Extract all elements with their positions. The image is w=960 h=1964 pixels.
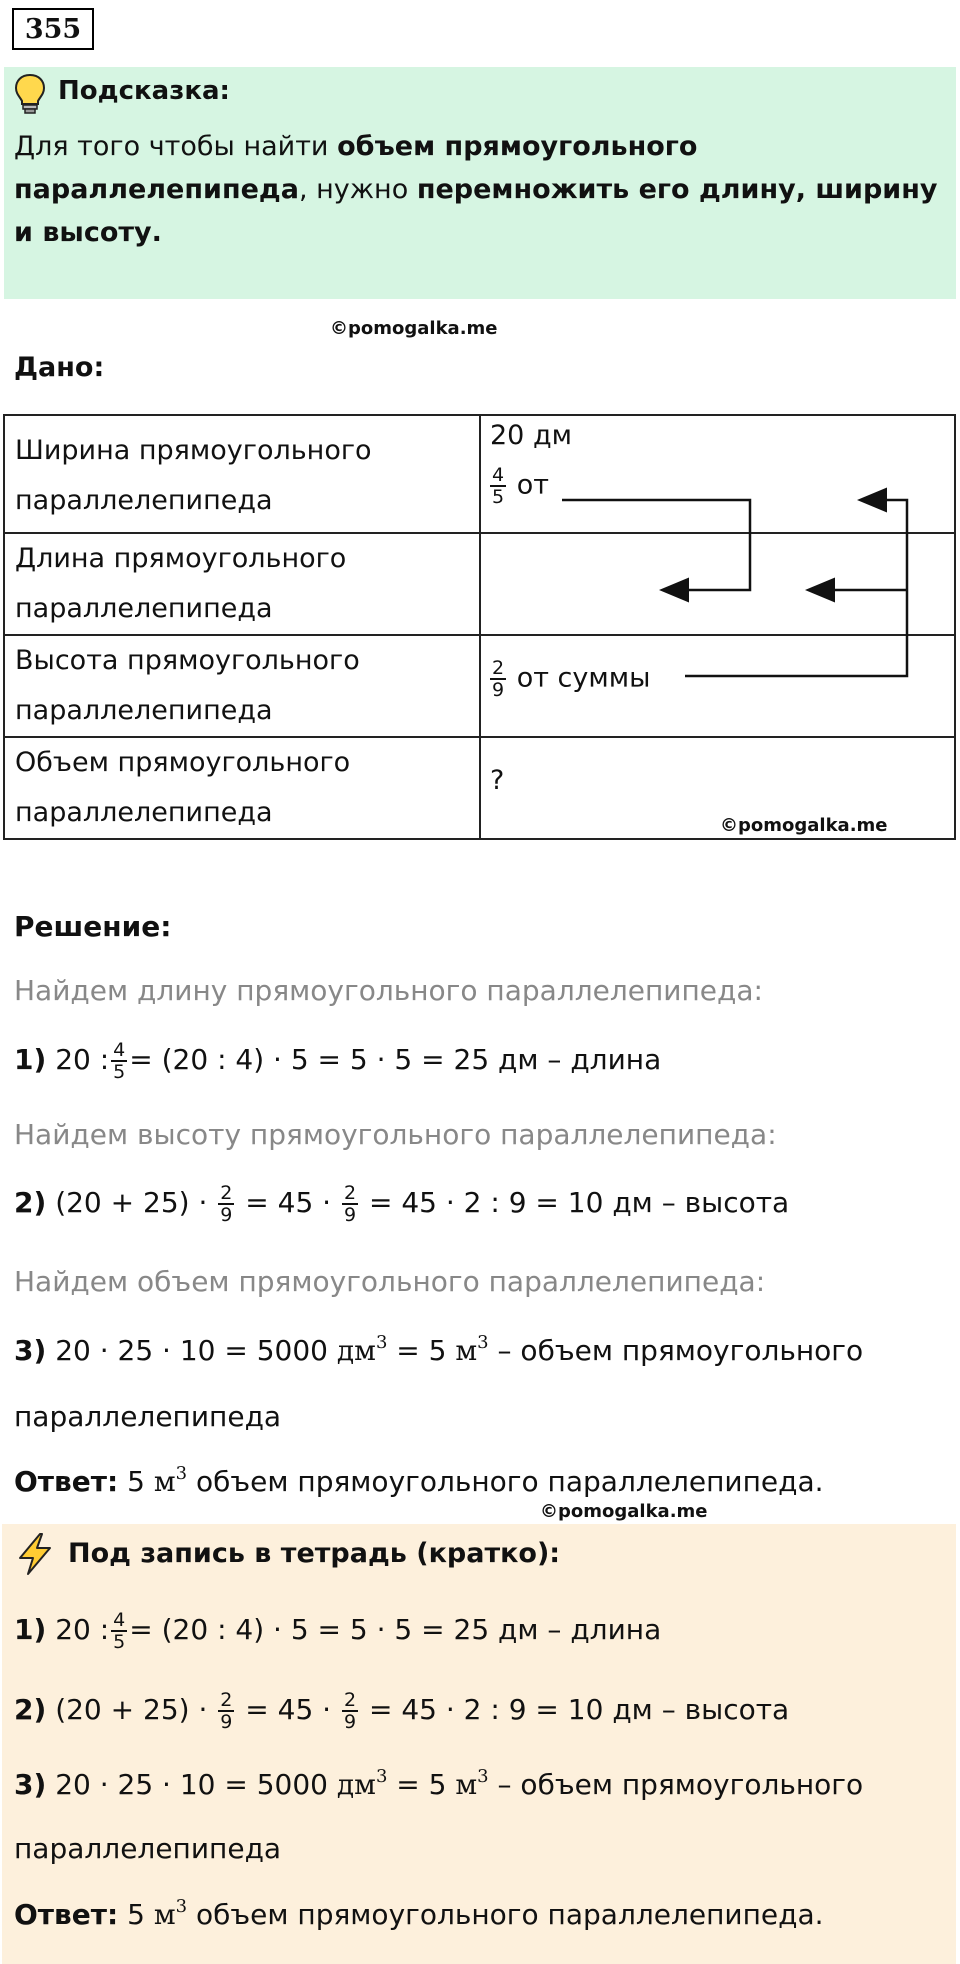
- unit: м: [153, 1465, 176, 1498]
- fraction-numerator: 4: [113, 1039, 126, 1061]
- answer-line: [14, 1465, 824, 1498]
- fraction-denominator: 5: [113, 1061, 126, 1083]
- height-from-sum-text: от суммы: [516, 662, 651, 694]
- step-label: 1): [14, 1043, 47, 1076]
- problem-number: 355: [12, 8, 94, 50]
- hint-text-2: объем прямоугольного параллелепипеда: [14, 131, 698, 205]
- fraction-numerator: 4: [492, 464, 505, 486]
- step3-caption: Найдем объем прямоугольного параллелепипеда:: [14, 1265, 766, 1298]
- hint-text: [14, 125, 949, 254]
- table-row: [4, 415, 955, 533]
- step3-line-cont: параллелепипеда: [14, 1400, 282, 1433]
- given-label-volume: Объем прямоугольного параллелепипеда: [4, 737, 480, 839]
- fraction: [342, 1183, 358, 1225]
- height-fraction: [488, 658, 650, 700]
- fraction-numerator: 2: [220, 1182, 233, 1204]
- fraction: [111, 1040, 127, 1082]
- step-text: = (20 : 4) · 5 = 5 · 5 = 25 дм – длина: [129, 1613, 662, 1646]
- fraction: [111, 1610, 127, 1652]
- fraction-numerator: 4: [113, 1609, 126, 1631]
- step-label: 3): [14, 1768, 47, 1801]
- fraction: [490, 465, 506, 507]
- step-text: = 5: [396, 1768, 447, 1801]
- notebook-title: Под запись в тетрадь (кратко):: [68, 1538, 561, 1569]
- note-step2-line: [14, 1690, 789, 1732]
- hint-text-1: Для того чтобы найти: [14, 131, 338, 162]
- step-text: = 45 · 2 : 9 = 10 дм – высота: [368, 1693, 790, 1726]
- fraction-denominator: 5: [113, 1631, 126, 1653]
- lightning-icon: [14, 1532, 56, 1576]
- fraction-denominator: 9: [492, 679, 505, 701]
- step-text: 20 · 25 · 10 = 5000: [55, 1334, 328, 1367]
- fraction-numerator: 2: [492, 657, 505, 679]
- step-label: 2): [14, 1186, 47, 1219]
- table-row: [4, 533, 955, 635]
- width-value: 20 дм: [490, 420, 572, 451]
- step-text: = 45 ·: [245, 1186, 332, 1219]
- given-title: Дано:: [14, 352, 105, 383]
- step-label: 2): [14, 1693, 47, 1726]
- width-fraction: [488, 465, 549, 507]
- exponent: 3: [175, 1896, 188, 1917]
- step2-caption: Найдем высоту прямоугольного параллелепипеда:: [14, 1118, 777, 1151]
- exponent: 3: [477, 1332, 489, 1353]
- step-label: 1): [14, 1613, 47, 1646]
- exponent: 3: [375, 1332, 388, 1353]
- step3-line: [14, 1334, 863, 1367]
- fraction-denominator: 9: [220, 1204, 233, 1226]
- given-table: [3, 414, 956, 840]
- step-label: 3): [14, 1334, 47, 1367]
- watermark: ©pomogalka.me: [330, 318, 498, 339]
- fraction-denominator: 5: [492, 486, 505, 508]
- fraction-denominator: 9: [343, 1204, 357, 1226]
- step1-caption: Найдем длину прямоугольного параллелепипеда:: [14, 974, 763, 1007]
- given-label-height: Высота прямоугольного параллелепипеда: [4, 635, 480, 737]
- watermark: ©pomogalka.me: [540, 1501, 708, 1522]
- fraction-numerator: 2: [220, 1689, 233, 1711]
- step-text: – объем прямоугольного: [497, 1768, 864, 1801]
- fraction: [490, 658, 506, 700]
- exponent: 3: [477, 1766, 489, 1787]
- exponent: 3: [375, 1766, 388, 1787]
- answer-label: Ответ:: [14, 1465, 119, 1498]
- note-step3-line: [14, 1768, 863, 1801]
- unit: м: [455, 1768, 478, 1801]
- step-text: 20 :: [55, 1613, 110, 1646]
- answer-label: Ответ:: [14, 1898, 119, 1931]
- volume-value: ?: [490, 765, 505, 796]
- hint-text-4: перемножить его длину, ширину и высоту.: [14, 174, 938, 248]
- given-label-length: Длина прямоугольного параллелепипеда: [4, 533, 480, 635]
- fraction: [342, 1690, 358, 1732]
- fraction-numerator: 2: [343, 1689, 357, 1711]
- hint-text-3: , нужно: [298, 174, 417, 205]
- step-text: = (20 : 4) · 5 = 5 · 5 = 25 дм – длина: [129, 1043, 662, 1076]
- step-text: (20 + 25) ·: [55, 1693, 208, 1726]
- step-text: 20 :: [55, 1043, 110, 1076]
- fraction-numerator: 2: [343, 1182, 357, 1204]
- step1-line: [14, 1040, 661, 1082]
- lightbulb-icon: [13, 73, 47, 115]
- note-answer-line: [14, 1898, 824, 1931]
- fraction: [218, 1183, 234, 1225]
- answer-text: объем прямоугольного параллелепипеда.: [195, 1898, 824, 1931]
- answer-text: 5: [127, 1465, 145, 1498]
- unit: дм: [336, 1334, 376, 1367]
- given-label-width: Ширина прямоугольного параллелепипеда: [4, 415, 480, 533]
- unit: дм: [336, 1768, 376, 1801]
- unit: м: [153, 1898, 176, 1931]
- answer-text: 5: [127, 1898, 145, 1931]
- width-from-text: от: [516, 469, 549, 501]
- fraction-denominator: 9: [343, 1711, 357, 1733]
- note-step3-line-cont: параллелепипеда: [14, 1832, 282, 1865]
- given-value-length: [480, 533, 955, 635]
- unit: м: [455, 1334, 478, 1367]
- watermark: ©pomogalka.me: [720, 815, 888, 836]
- exponent: 3: [175, 1463, 188, 1484]
- step-text: – объем прямоугольного: [497, 1334, 864, 1367]
- step-text: = 5: [396, 1334, 447, 1367]
- solution-title: Решение:: [14, 910, 172, 943]
- step-text: = 45 · 2 : 9 = 10 дм – высота: [368, 1186, 790, 1219]
- fraction: [218, 1690, 234, 1732]
- step-text: = 45 ·: [245, 1693, 332, 1726]
- step-text: 20 · 25 · 10 = 5000: [55, 1768, 328, 1801]
- step-text: (20 + 25) ·: [55, 1186, 208, 1219]
- hint-title: Подсказка:: [58, 76, 230, 106]
- note-step1-line: [14, 1610, 661, 1652]
- step2-line: [14, 1183, 789, 1225]
- table-row: [4, 635, 955, 737]
- fraction-denominator: 9: [220, 1711, 233, 1733]
- answer-text: объем прямоугольного параллелепипеда.: [195, 1465, 824, 1498]
